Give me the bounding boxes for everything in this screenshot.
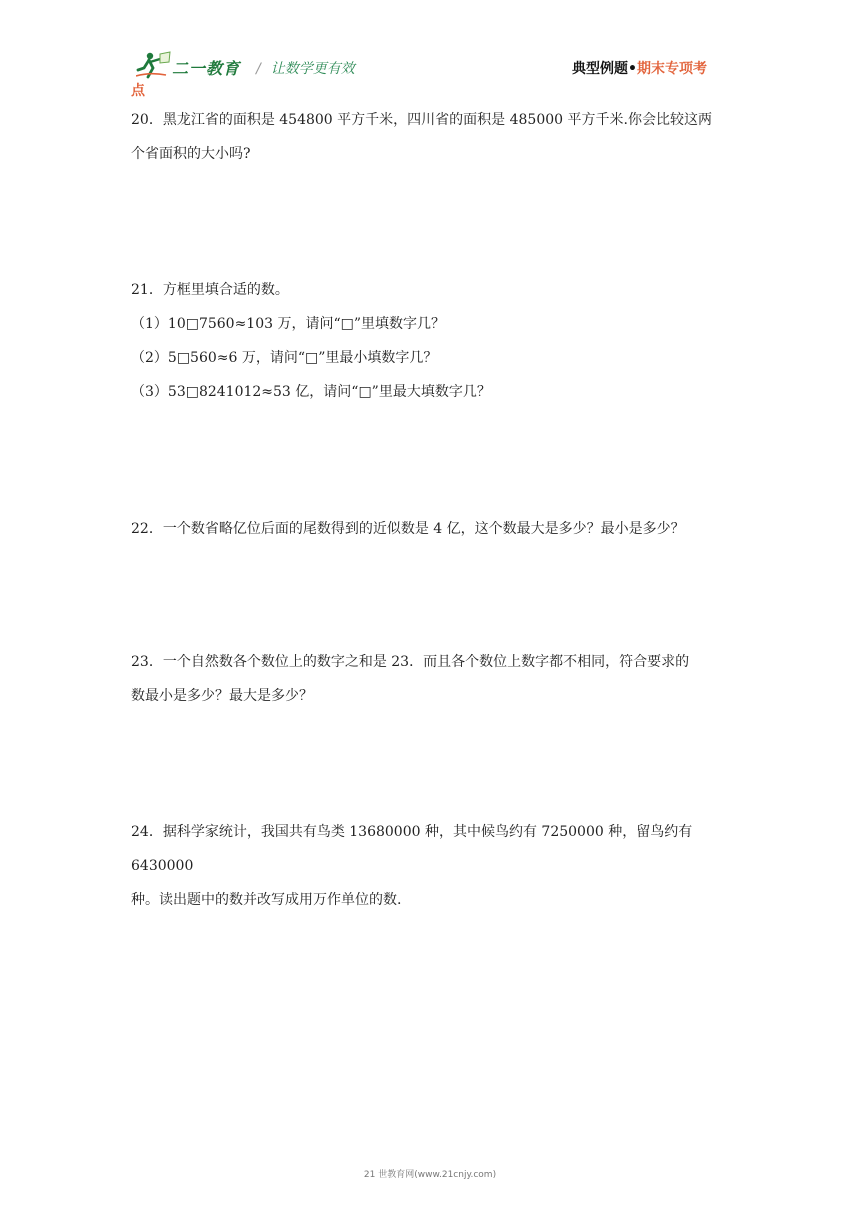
question-line: （3）53□8241012≈53 亿，请问“□”里最大填数字几？ (131, 384, 491, 400)
question-line: 种。读出题中的数并改写成用万作单位的数. (131, 892, 402, 908)
question-line: 20．黑龙江省的面积是 454800 平方千米，四川省的面积是 485000 平方千米.你会比较这两 (131, 112, 712, 128)
question-22 (131, 512, 731, 546)
question-line: 23．一个自然数各个数位上的数字之和是 23．而且各个数位上数字都不相同，符合要求的 (131, 654, 690, 670)
header-tag-black: 典型例题• (572, 61, 637, 77)
question-line: 个省面积的大小吗? (131, 146, 251, 162)
question-20 (131, 103, 731, 171)
header-tag (572, 58, 707, 78)
question-24 (131, 815, 731, 917)
logo-text: 二一教育 (172, 59, 241, 78)
question-line: 数最小是多少？最大是多少？ (131, 688, 313, 704)
slogan-separator: / (256, 61, 261, 77)
runner-logo-icon (136, 50, 172, 80)
question-line: （1）10□7560≈103 万，请问“□”里填数字几？ (131, 316, 446, 332)
question-line: （2）5□560≈6 万，请问“□”里最小填数字几？ (131, 350, 438, 366)
question-21 (131, 273, 731, 409)
slogan-text: 让数学更有效 (270, 61, 355, 77)
brand-logo (136, 50, 242, 80)
header-tag-red: 期末专项考 (636, 61, 707, 77)
header-tag-wrap: 点 (131, 83, 145, 99)
question-23 (131, 645, 731, 713)
question-line: 24．据科学家统计，我国共有鸟类 13680000 种，其中候鸟约有 7250000 种，留鸟约有 6430000 (131, 824, 693, 874)
page-footer: 21 世教育网(www.21cnjy.com) (363, 1170, 497, 1180)
slogan (256, 58, 355, 78)
question-line: 22．一个数省略亿位后面的尾数得到的近似数是 4 亿，这个数最大是多少？最小是多少？ (131, 521, 685, 537)
page-header (0, 0, 860, 100)
question-line: 21．方框里填合适的数。 (131, 282, 289, 298)
